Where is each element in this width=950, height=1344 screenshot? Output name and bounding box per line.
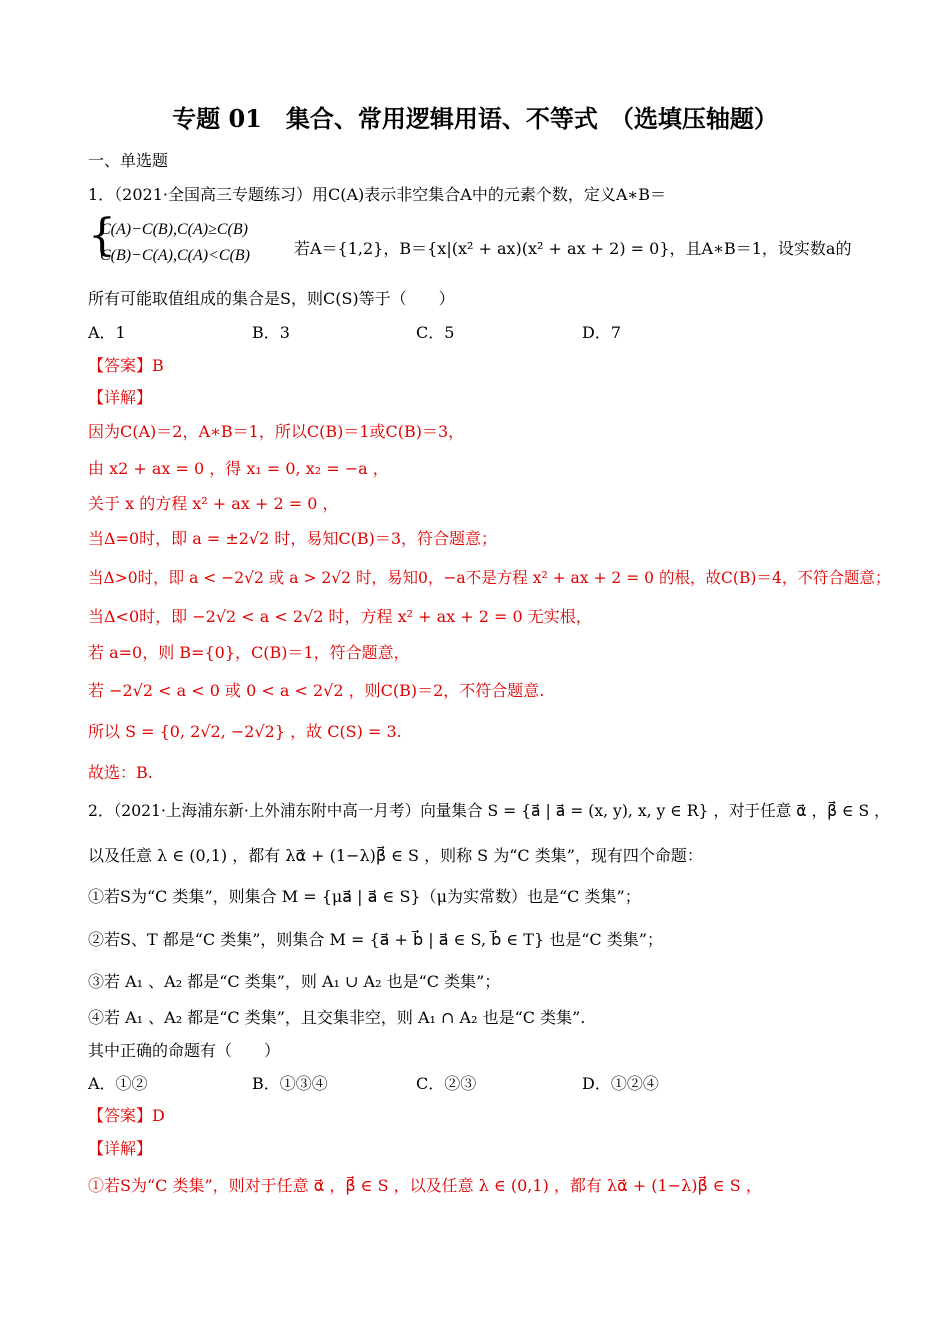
q1-option-a: A．1 bbox=[88, 323, 126, 342]
q2-detail-heading: 【详解】 bbox=[88, 1139, 153, 1158]
q1-solution-line: 当Δ<0时，即 −2√2 < a < 2√2 时，方程 x² + ax + 2 = 0 无实根， bbox=[88, 607, 592, 626]
q1-solution-line: 当Δ=0时，即 a = ±2√2 时，易知C(B)＝3，符合题意； bbox=[88, 529, 498, 548]
q2-proposition: ①若S为“C 类集”，则集合 M = {μa⃗ | a⃗ ∈ S}（μ为实常数）也是“C 类集”； bbox=[88, 887, 641, 906]
q1-solution-line: 因为C(A)＝2，A∗B＝1，所以C(B)＝1或C(B)＝3， bbox=[88, 422, 465, 441]
page-title: 专题 01 集合、常用逻辑用语、不等式 （选填压轴题） bbox=[172, 104, 778, 133]
q2-stem-line3: 其中正确的命题有（ ） bbox=[88, 1041, 281, 1060]
q1-solution-line: 由 x2 + ax = 0 ，得 x₁ = 0, x₂ = −a ， bbox=[88, 459, 389, 478]
piecewise-brace: { bbox=[88, 210, 116, 261]
q1-stem-line3: 所有可能取值组成的集合是S，则C(S)等于（ ） bbox=[88, 289, 455, 308]
q1-option-d: D．7 bbox=[582, 323, 622, 342]
q1-solution-line: 关于 x 的方程 x² + ax + 2 = 0 ， bbox=[88, 494, 339, 513]
q2-stem-line2: 以及任意 λ ∈ (0,1) ，都有 λα⃗ + (1−λ)β⃗ ∈ S ，则称 S 为“C 类集”，现有四个命题： bbox=[88, 846, 703, 865]
q2-stem-line1: 2．（2021·上海浦东新·上外浦东附中高一月考）向量集合 S = {a⃗ | a⃗ = (x, y), x, y ∈ R} ，对于任意 α⃗ ，β⃗ ∈ S ， bbox=[88, 801, 890, 820]
q2-option-d: D．①②④ bbox=[582, 1074, 659, 1093]
q2-option-c: C．②③ bbox=[416, 1074, 477, 1093]
q2-solution-line: ①若S为“C 类集”，则对于任意 α⃗ ，β⃗ ∈ S ，以及任意 λ ∈ (0,1) ，都有 λα⃗ + (1−λ)β⃗ ∈ S ， bbox=[88, 1176, 762, 1195]
q1-solution-line: 所以 S = {0, 2√2, −2√2} ，故 C(S) = 3. bbox=[88, 722, 402, 741]
q1-stem-line2: 若A＝{1,2}，B＝{x|(x² + ax)(x² + ax + 2) = 0}，且A∗B＝1，设实数a的 bbox=[294, 239, 852, 258]
q1-stem-line1: 1．（2021·全国高三专题练习）用C(A)表示非空集合A中的元素个数，定义A∗B＝ bbox=[88, 185, 667, 204]
q1-piece-case2: C(B)−C(A),C(A)<C(B) bbox=[100, 247, 250, 264]
q2-proposition: ③若 A₁ 、A₂ 都是“C 类集”，则 A₁ ∪ A₂ 也是“C 类集”； bbox=[88, 972, 501, 991]
q1-solution-line: 若 −2√2 < a < 0 或 0 < a < 2√2 ，则C(B)＝2，不符合题意. bbox=[88, 681, 545, 700]
section-heading: 一、单选题 bbox=[88, 151, 169, 170]
q1-detail-heading: 【详解】 bbox=[88, 388, 153, 407]
q2-option-a: A．①② bbox=[88, 1074, 148, 1093]
q1-piece-case1: C(A)−C(B),C(A)≥C(B) bbox=[100, 221, 248, 238]
q2-option-b: B．①③④ bbox=[252, 1074, 328, 1093]
q1-option-b: B．3 bbox=[252, 323, 290, 342]
q1-solution-line: 当Δ>0时，即 a < −2√2 或 a > 2√2 时，易知0，−a不是方程 x² + ax + 2 = 0 的根，故C(B)＝4，不符合题意； bbox=[88, 568, 891, 587]
q1-solution-line: 故选：B. bbox=[88, 763, 153, 782]
q1-answer: 【答案】B bbox=[88, 356, 164, 375]
q2-answer: 【答案】D bbox=[88, 1106, 165, 1125]
q1-option-c: C．5 bbox=[416, 323, 455, 342]
q1-solution-line: 若 a=0，则 B={0}，C(B)＝1，符合题意， bbox=[88, 643, 410, 662]
q2-proposition: ④若 A₁ 、A₂ 都是“C 类集”，且交集非空，则 A₁ ∩ A₂ 也是“C 类集”. bbox=[88, 1008, 586, 1027]
q2-proposition: ②若S、T 都是“C 类集”，则集合 M = {a⃗ + b⃗ | a⃗ ∈ S, b⃗ ∈ T} 也是“C 类集”； bbox=[88, 930, 663, 949]
